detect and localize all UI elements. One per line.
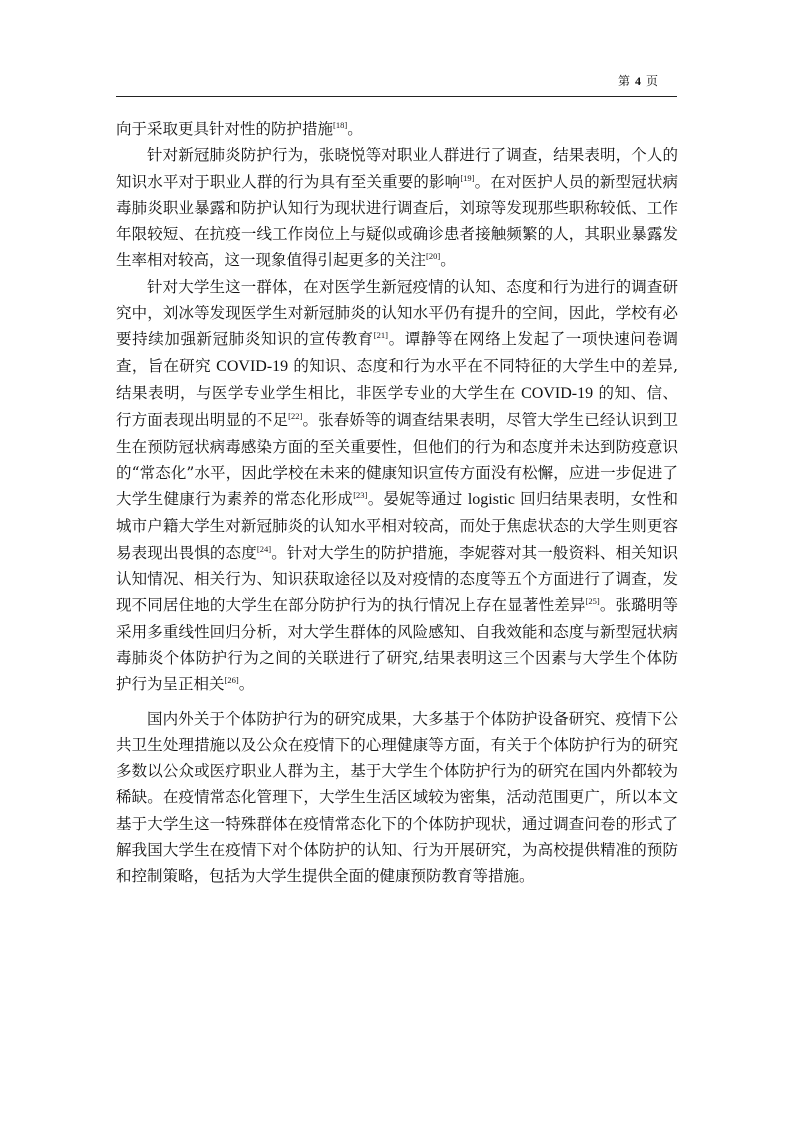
page-header [116, 70, 677, 97]
paragraph-text: 针对大学生这一群体，在对医学生新冠疫情的认知、态度和行为进行的调查研究中，刘冰等发现医学生对新冠肺炎的认知水平仍有提升的空间，因此，学校有必要持续加强新冠肺炎知识的宣传教育 [116, 277, 678, 349]
citation-ref: [24] [256, 543, 272, 554]
latin-term: COVID-19 [216, 357, 289, 375]
paragraph-text: 。在对医护人员的新型冠状病毒肺炎职业暴露和防护认知行为现状进行调查后，刘琼等发现那些职称较低、工作年限较短、在抗疫一线工作岗位上与疑似或确诊患者接触频繁的人，其职业暴露发生率相对较高，这一现象值得引起更多的关注 [116, 172, 678, 270]
paragraph-text: 。谭静等在网络上发起了一项快速问卷调查，旨在研究 [116, 330, 678, 375]
latin-term: logistic [467, 491, 515, 509]
paragraph-text: 的知、信、行方面表现出明显的不足 [116, 383, 678, 430]
latin-term: COVID-19 [521, 384, 594, 402]
paragraph-continuation [116, 116, 678, 142]
citation-ref: [25] [585, 596, 600, 607]
page-number-suffix: 页 [645, 74, 659, 88]
paragraph-text: 。张春娇等的调查结果表明，尽管大学生已经认识到卫生在预防冠状病毒感染方面的至关重要性，但他们的行为和态度并未达到防疫意识的“常态化”水平，因此学校在未来的健康知识宣传方面没有松懈，应进一步促进了大学生健康行为素养的常态化形成 [116, 411, 678, 509]
paragraph-text: 。 [440, 251, 456, 270]
page-number [618, 72, 659, 89]
paragraph-text: 向于采取更具针对性的防护措施 [116, 120, 334, 138]
paragraph-text: 。张璐明等采用多重线性回归分析，对大学生群体的风险感知、自我效能和态度与新型冠状病毒肺炎个体防护行为之间的关联进行了研究,结果表明这三个因素与大学生个体防护行为呈正相关 [116, 596, 678, 694]
document-body [116, 116, 678, 890]
paragraph-college-students [116, 274, 678, 698]
citation-ref: [18] [333, 120, 348, 130]
paragraph-text: 国内外关于个体防护行为的研究成果，大多基于个体防护设备研究、疫情下公共卫生处理措施以及公众在疫情下的心理健康等方面，有关于个体防护行为的研究多数以公众或医疗职业人群为主，基于大学生个体防护行为的研究在国内外都较为稀缺。在疫情常态化管理下，大学生生活区域较为密集，活动范围更广，所以本文基于大学生这一特殊群体在疫情常态化下的个体防护现状，通过调查问卷的形式了解我国大学生在疫情下对个体防护的认知、行为开展研究，为高校提供精准的预防和控制策略，包括为大学生提供全面的健康预防教育等措施。 [116, 709, 678, 886]
citation-ref: [23] [353, 490, 368, 501]
paragraph-text: 的知识、态度和行为水平在不同特征的大学生中的差异,结果表明，与医学专业学生相比，非医学专业的大学生在 [116, 356, 678, 402]
citation-ref: [19] [460, 172, 475, 183]
page-number-prefix: 第 [617, 74, 631, 88]
page-number-value: 4 [634, 74, 642, 88]
paragraph-text: 回归结果表明，女性和城市户籍大学生对新冠肺炎的认知水平相对较高，而处于焦虑状态的大学生则更容易表现出畏惧的态度 [116, 490, 678, 562]
paragraph-text: 。 [238, 675, 255, 694]
citation-ref: [26] [224, 675, 239, 686]
paragraph-text: 。针对大学生的防护措施，李妮蓉对其一般资料、相关知识认知情况、相关行为、知识获取途径以及对疫情的态度等五个方面进行了调查，发现不同居住地的大学生在部分防护行为的执行情况上存在显著性差异 [116, 543, 678, 615]
citation-ref: [22] [288, 411, 303, 422]
paragraph-research-summary [116, 706, 678, 890]
paragraph-text: 针对新冠肺炎防护行为，张晓悦等对职业人群进行了调查，结果表明，个人的知识水平对于职业人群的行为具有至关重要的影响 [116, 146, 678, 191]
paragraph-text: 。 [347, 120, 363, 138]
paragraph-occupational-groups [116, 142, 678, 273]
citation-ref: [21] [373, 330, 388, 341]
citation-ref: [20] [426, 251, 441, 262]
paragraph-text: 。晏妮等通过 [367, 490, 468, 509]
